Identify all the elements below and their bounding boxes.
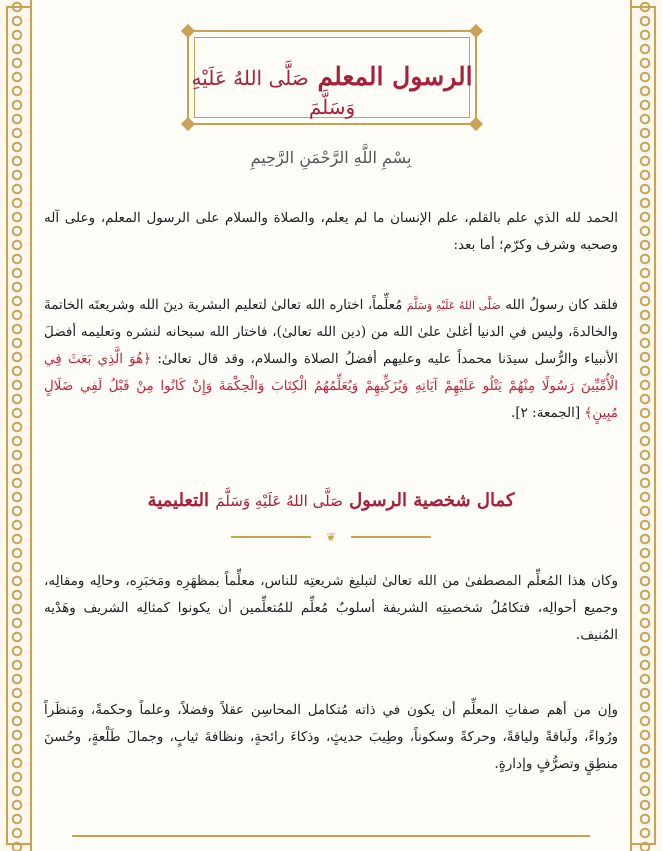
left-border-ornament <box>10 0 24 851</box>
section-title: كمال شخصية الرسول <box>349 490 515 511</box>
para1-body: مُعلِّماً، اختاره الله تعالىٰ لتعليم البشرية دينَ الله وشريعتَه الخاتمةَ والخالدةَ، وليس في الدنيا أغلىٰ علىٰ الله من (دين الله تعالىٰ)، فاختار الله سبحانه لنشره وتعليمه أفضلَ الأنبياء والرُّسل سيدَنا محمداً عليه وعليهم أفضلُ الصلاة والسلام، وقد قال تعالىٰ: <box>44 297 618 367</box>
verse-reference: [الجمعة: ٢]. <box>511 405 581 421</box>
title-honorific: صَلَّى اللهُ عَلَيْهِ وَسَلَّمَ <box>191 66 356 119</box>
section-title-end: التعليمية <box>147 490 210 511</box>
para1-honorific: صَلَّى اللهُ عَلَيْهِ وَسَلَّمَ <box>406 299 501 312</box>
section-heading <box>32 490 630 511</box>
quran-verse: ﴿هُوَ الَّذِي بَعَثَ فِي الْأُمِّيِّينَ رَسُولًا مِنْهُمْ يَتْلُو عَلَيْهِمْ آيَاتِهِ وَيُزَكِّيهِمْ وَيُعَلِّمُهُمُ الْكِتَابَ وَالْحِكْمَةَ وَإِنْ كَانُوا مِنْ قَبْلُ لَفِي ضَلَالٍ مُبِينٍ﴾ <box>44 351 618 421</box>
para1-start: فلقد كان رسولُ الله <box>505 297 618 313</box>
divider-flourish-icon: ❦ <box>325 530 337 544</box>
corner-ornament <box>469 24 483 38</box>
section-divider <box>231 530 431 544</box>
page-content <box>32 0 630 851</box>
title-main: الرسول المعلم <box>317 62 473 91</box>
paragraph-2: وكان هذا المُعلِّم المصطفىٰ من الله تعالىٰ لتبليغ شريعتِه للناس، معلِّماً بمظهَرِه ومَخبَرِه، وحالِه ومقالِه، وجميع أحوالِه، فتكامُلُ شخصيتِه الشريفة أسلوبٌ مُعلِّم للمُتعلِّمين أن يكونوا كمثالِه الشريف وهَدْيه المُنيف. <box>44 573 618 643</box>
paragraph-1 <box>44 292 618 427</box>
divider-line <box>351 536 431 538</box>
intro-paragraph: الحمد لله الذي علم بالقلم، علم الإنسان ما لم يعلم، والصلاة والسلام على الرسول المعلم، وعلى آله وصحبه وشرف وكرّم؛ أما بعد: <box>44 210 618 253</box>
section-honorific: صَلَّى اللهُ عَلَيْهِ وَسَلَّمَ <box>215 492 343 510</box>
title-box <box>187 30 477 125</box>
bottom-border <box>72 835 590 843</box>
paragraph-3: وإن من أهم صفاتِ المعلِّم أن يكون في ذاته مُتكامل المحاسِن عقلاً وفضلاً، وعلماً وحكمةً، ومَنظَراً ورُواءً، ولَباقةً ولياقةً، وحركةً وسكوناً، وطِيبَ حديثٍ، وذكاءَ رائحةٍ، ونظافةَ ثيابٍ، وجمالَ طَلْعةٍ، وحُسنَ منطِقٍ وتصرُّفٍ وإدارةٍ. <box>44 702 618 772</box>
basmala: بِسْمِ اللَّهِ الرَّحْمَنِ الرَّحِيمِ <box>250 148 412 167</box>
page-title <box>189 62 475 120</box>
divider-line <box>231 536 311 538</box>
corner-ornament <box>181 24 195 38</box>
right-border-ornament <box>638 0 652 851</box>
